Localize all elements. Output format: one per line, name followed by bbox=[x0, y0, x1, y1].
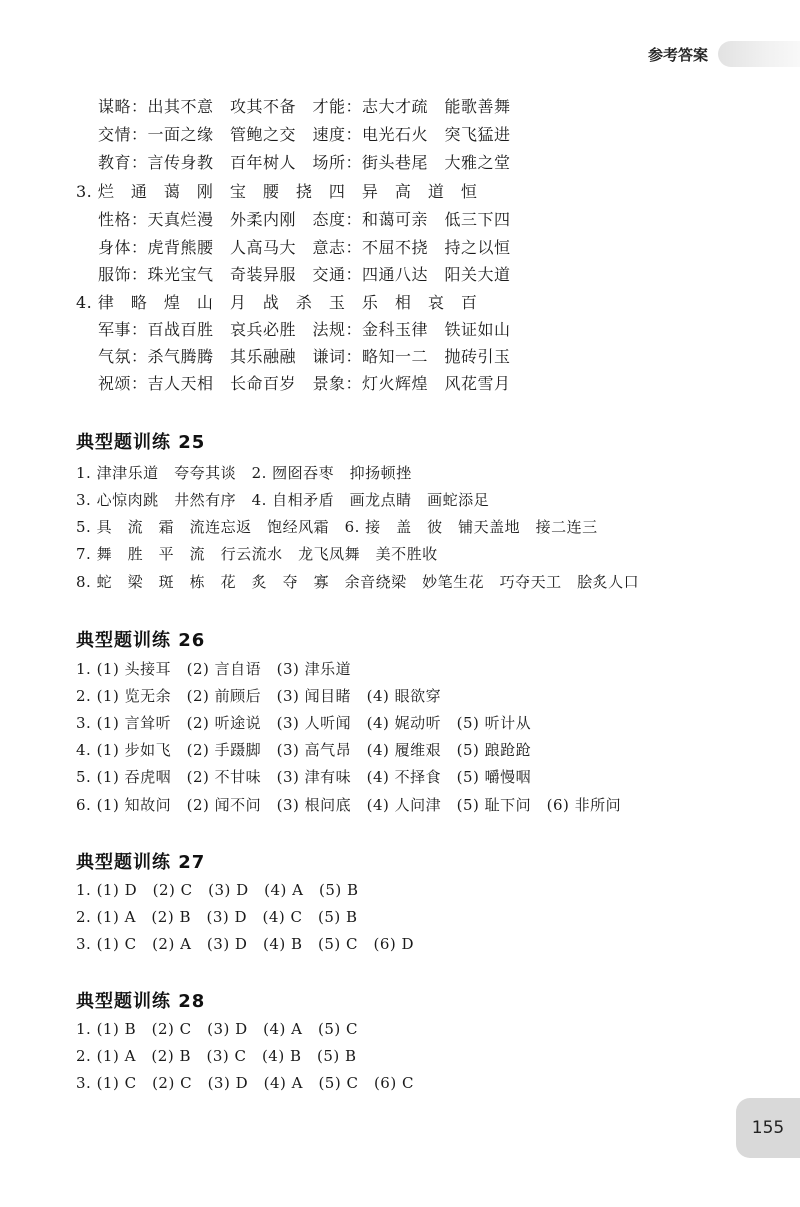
answer-line: 1. (1) D (2) C (3) D (4) A (5) B bbox=[76, 881, 359, 899]
answer-line: 5. 具 流 霜 流连忘返 饱经风霜 6. 接 盖 彼 铺天盖地 接二连三 bbox=[76, 518, 598, 536]
answer-line: 1. 津津乐道 夸夸其谈 2. 囫囵吞枣 抑扬顿挫 bbox=[76, 464, 412, 482]
top-line: 3. 烂 通 蔼 刚 宝 腰 挠 四 异 高 道 恒 bbox=[76, 182, 478, 201]
answer-line: 3. (1) C (2) A (3) D (4) B (5) C (6) D bbox=[76, 935, 415, 953]
section-title-28: 典型题训练 28 bbox=[76, 991, 206, 1012]
section-title-27: 典型题训练 27 bbox=[76, 852, 206, 873]
answer-line: 6. (1) 知故问 (2) 闻不问 (3) 根问底 (4) 人问津 (5) 耻下问 (6) 非所问 bbox=[76, 796, 622, 814]
top-line: 性格：天真烂漫 外柔内刚 态度：和蔼可亲 低三下四 bbox=[98, 210, 511, 229]
header-decoration bbox=[718, 41, 800, 67]
top-line: 军事：百战百胜 哀兵必胜 法规：金科玉律 铁证如山 bbox=[98, 320, 511, 339]
answer-line: 2. (1) 览无余 (2) 前顾后 (3) 闻目睹 (4) 眼欲穿 bbox=[76, 687, 442, 705]
top-line: 教育：言传身教 百年树人 场所：街头巷尾 大雅之堂 bbox=[98, 153, 511, 172]
answer-line: 1. (1) B (2) C (3) D (4) A (5) C bbox=[76, 1020, 358, 1038]
answer-line: 8. 蛇 梁 斑 栋 花 炙 夺 寡 余音绕梁 妙笔生花 巧夺天工 脍炙人口 bbox=[76, 573, 640, 591]
top-line: 身体：虎背熊腰 人高马大 意志：不屈不挠 持之以恒 bbox=[98, 238, 511, 257]
answer-line: 2. (1) A (2) B (3) D (4) C (5) B bbox=[76, 908, 358, 926]
top-line: 祝颂：吉人天相 长命百岁 景象：灯火辉煌 风花雪月 bbox=[98, 374, 511, 393]
page-number-tab bbox=[736, 1098, 800, 1158]
top-line: 交情：一面之缘 管鲍之交 速度：电光石火 突飞猛进 bbox=[98, 125, 511, 144]
section-title-25: 典型题训练 25 bbox=[76, 432, 206, 453]
answer-line: 3. (1) 言耸听 (2) 听途说 (3) 人听闻 (4) 娓动听 (5) 听计从 bbox=[76, 714, 532, 732]
top-line: 谋略：出其不意 攻其不备 才能：志大才疏 能歌善舞 bbox=[98, 97, 511, 116]
answer-line: 2. (1) A (2) B (3) C (4) B (5) B bbox=[76, 1047, 357, 1065]
top-line: 服饰：珠光宝气 奇装异服 交通：四通八达 阳关大道 bbox=[98, 265, 511, 284]
answer-line: 7. 舞 胜 平 流 行云流水 龙飞凤舞 美不胜收 bbox=[76, 545, 438, 563]
page-header bbox=[648, 38, 800, 70]
answer-line: 3. 心惊肉跳 井然有序 4. 自相矛盾 画龙点睛 画蛇添足 bbox=[76, 491, 490, 509]
answer-line: 3. (1) C (2) C (3) D (4) A (5) C (6) C bbox=[76, 1074, 414, 1092]
section-title-26: 典型题训练 26 bbox=[76, 630, 206, 651]
top-line: 气氛：杀气腾腾 其乐融融 谦词：略知一二 抛砖引玉 bbox=[98, 347, 511, 366]
top-line: 4. 律 略 煌 山 月 战 杀 玉 乐 相 哀 百 bbox=[76, 293, 478, 312]
answer-line: 5. (1) 吞虎咽 (2) 不甘味 (3) 津有味 (4) 不择食 (5) 嚼慢咽 bbox=[76, 768, 532, 786]
header-title: 参考答案 bbox=[647, 45, 708, 64]
answer-line: 1. (1) 头接耳 (2) 言自语 (3) 津乐道 bbox=[76, 660, 352, 678]
page-number: 155 bbox=[751, 1118, 785, 1138]
answer-line: 4. (1) 步如飞 (2) 手蹑脚 (3) 高气昂 (4) 履维艰 (5) 踉跄跄 bbox=[76, 741, 532, 759]
